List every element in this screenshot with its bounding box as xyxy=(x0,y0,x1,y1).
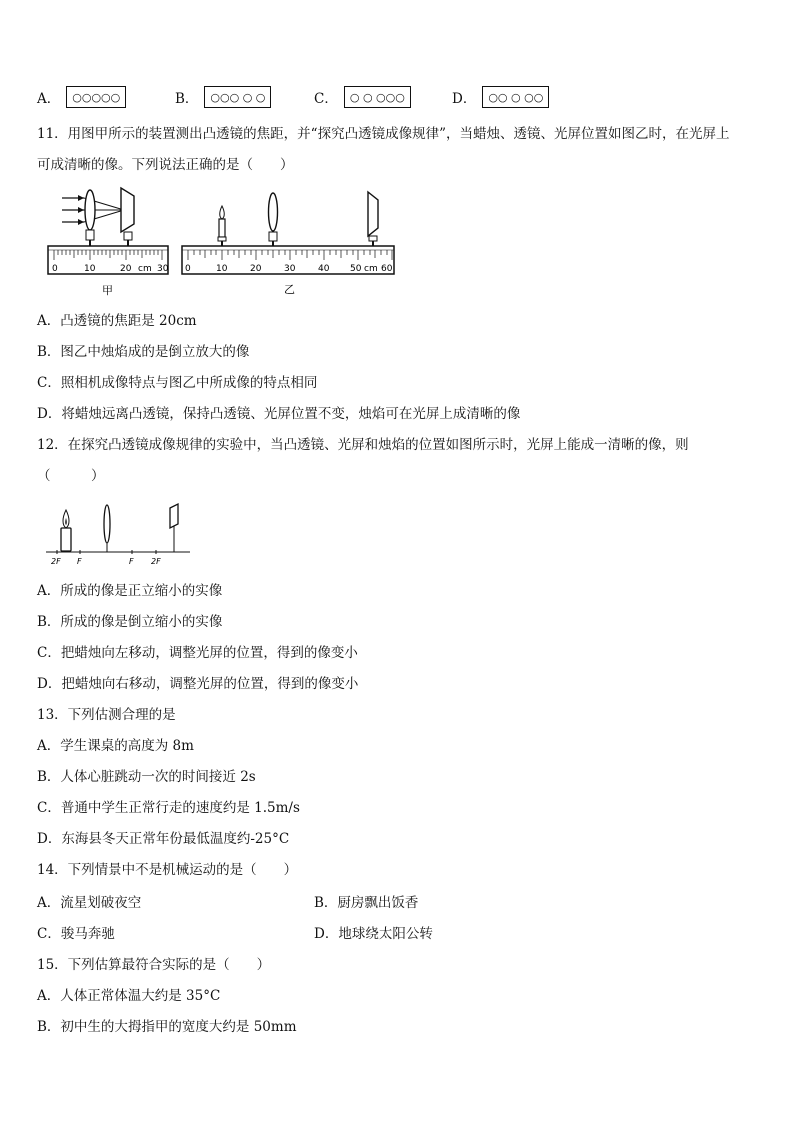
ruler-yi-tick-50: 50 xyxy=(350,264,362,274)
q14-option-c: C．骏马奔驰 xyxy=(37,926,115,942)
q11-option-c: C．照相机成像特点与图乙中所成像的特点相同 xyxy=(37,375,318,391)
q13-option-c: C．普通中学生正常行走的速度约是 1.5m/s xyxy=(37,800,300,816)
q10-option-c-label: C． xyxy=(314,91,338,107)
q10-option-b-label: B． xyxy=(175,91,199,107)
ruler-yi-tick-10: 10 xyxy=(216,264,228,274)
q10-option-a-dots: ○○○○○ xyxy=(66,86,126,108)
ruler-yi-unit: cm xyxy=(364,264,378,274)
q12-option-b: B．所成的像是倒立缩小的实像 xyxy=(37,614,223,630)
axis-label-f-left: F xyxy=(77,557,82,566)
q10-option-a xyxy=(37,86,126,108)
q10-option-b xyxy=(175,86,271,108)
q13-option-d: D．东海县冬天正常年份最低温度约-25°C xyxy=(37,831,290,847)
q10-option-c-dots: ○ ○ ○○○ xyxy=(344,86,411,108)
q12-option-a: A．所成的像是正立缩小的实像 xyxy=(37,583,223,599)
ruler-jia-tick-30: 30 xyxy=(157,264,169,274)
q12-stem-line2: （ ） xyxy=(37,468,105,484)
q13-option-a: A．学生课桌的高度为 8m xyxy=(37,738,194,754)
axis-label-2f-right: 2F xyxy=(151,557,161,566)
q14-option-d: D．地球绕太阳公转 xyxy=(314,926,433,942)
q10-option-a-label: A． xyxy=(37,91,61,107)
fig-jia xyxy=(48,188,169,297)
q12-option-d: D．把蜡烛向右移动，调整光屏的位置，得到的像变小 xyxy=(37,676,359,692)
q11-option-b: B．图乙中烛焰成的是倒立放大的像 xyxy=(37,344,250,360)
q14-stem: 14．下列情景中不是机械运动的是（ ） xyxy=(37,862,298,878)
q15-option-b: B．初中生的大拇指甲的宽度大约是 50mm xyxy=(37,1019,297,1035)
q14-option-a: A．流星划破夜空 xyxy=(37,895,142,911)
q10-option-c xyxy=(314,86,411,108)
ruler-jia-tick-20: 20 xyxy=(120,264,132,274)
q12-stem-line1: 12．在探究凸透镜成像规律的实验中，当凸透镜、光屏和烛焰的位置如图所示时，光屏上能成一清晰的像，则 xyxy=(37,437,689,453)
axis-label-f-right: F xyxy=(129,557,134,566)
ruler-yi-tick-60: 60 xyxy=(381,264,393,274)
q15-stem: 15．下列估算最符合实际的是（ ） xyxy=(37,957,271,973)
q10-option-d-dots: ○○ ○ ○○ xyxy=(482,86,549,108)
q13-stem: 13．下列估测合理的是 xyxy=(37,707,176,723)
q11-option-d: D．将蜡烛远离凸透镜，保持凸透镜、光屏位置不变，烛焰可在光屏上成清晰的像 xyxy=(37,406,521,422)
q10-option-d xyxy=(452,86,549,108)
fig-yi-label: 乙 xyxy=(284,283,295,296)
fig-jia-label: 甲 xyxy=(102,284,113,297)
ruler-yi-tick-0: 0 xyxy=(185,264,191,274)
q13-option-b: B．人体心脏跳动一次的时间接近 2s xyxy=(37,769,256,785)
q11-option-a: A．凸透镜的焦距是 20cm xyxy=(37,313,197,329)
ruler-jia-tick-10: 10 xyxy=(84,264,96,274)
q10-options xyxy=(37,86,577,110)
q14-option-b: B．厨房飘出饭香 xyxy=(314,895,419,911)
ruler-jia-tick-0: 0 xyxy=(52,264,58,274)
q10-option-b-dots: ○○○ ○ ○ xyxy=(204,86,271,108)
q10-option-d-label: D． xyxy=(452,91,477,107)
ruler-yi-tick-40: 40 xyxy=(318,264,330,274)
q12-option-c: C．把蜡烛向左移动，调整光屏的位置，得到的像变小 xyxy=(37,645,358,661)
ruler-yi-tick-30: 30 xyxy=(284,264,296,274)
q11-figure xyxy=(44,182,404,298)
fig-yi xyxy=(182,192,394,296)
q11-stem-line2: 可成清晰的像。下列说法正确的是（ ） xyxy=(37,157,294,173)
ruler-jia-unit: cm xyxy=(138,264,152,274)
q15-option-a: A．人体正常体温大约是 35°C xyxy=(37,988,221,1004)
q11-stem-line1: 11．用图甲所示的装置测出凸透镜的焦距，并“探究凸透镜成像规律”，当蜡烛、透镜、光屏位置如图乙时，在光屏上 xyxy=(37,126,730,142)
ruler-yi-tick-20: 20 xyxy=(250,264,262,274)
axis-label-2f-left: 2F xyxy=(51,557,61,566)
q12-figure xyxy=(40,498,200,570)
